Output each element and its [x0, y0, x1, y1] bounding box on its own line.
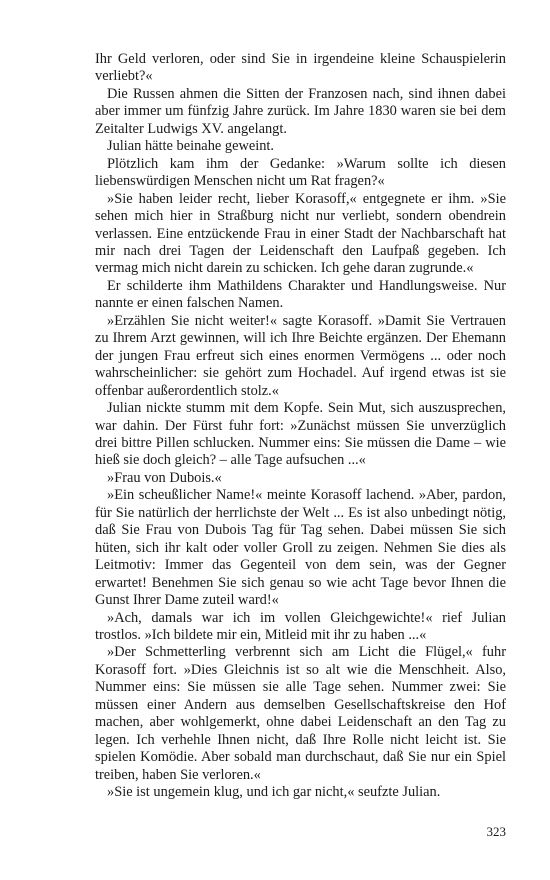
- paragraph: Ihr Geld verloren, oder sind Sie in irgendeine kleine Schauspielerin verliebt?«: [95, 51, 506, 85]
- paragraph: »Frau von Dubois.«: [107, 469, 222, 486]
- paragraph: Plötzlich kam ihm der Gedanke: »Warum sollte ich diesen liebenswürdigen Menschen nicht um Rat fragen?«: [95, 155, 506, 190]
- paragraph: »Sie haben leider recht, lieber Korasoff,« entgegnete er ihm. »Sie sehen mich hier in Straßburg nicht nur verliebt, sondern obendrein verlassen. Eine entzückende Frau in einer Stadt der Nachbarschaft hat mir nach drei Tagen der Leidenschaft den Laufpaß gegeben. Ich vermag mich nicht darein zu schicken. Ich gehe daran zugrunde.«: [95, 190, 506, 277]
- paragraph: Die Russen ahmen die Sitten der Franzosen nach, sind ihnen dabei aber immer um fünfzig Jahre zurück. Im Jahre 1830 waren sie bei dem Zeitalter Ludwigs XV. angelangt.: [95, 85, 506, 137]
- paragraph: »Der Schmetterling verbrennt sich am Licht die Flügel,« fuhr Korasoff fort. »Dies Gleichnis ist so alt wie die Menschheit. Also, Nummer eins: Sie müssen sie alle Tage sehen. Nummer zwei: Sie müssen einer Andern aus demselben Gesellschaftskreise den Hof machen, aber wohlgemerkt, ohne dabei Leidenschaft an den Tag zu legen. Ich verhehle Ihnen nicht, daß Ihre Rolle nicht leicht ist. Sie spielen Komödie. Aber sobald man durchschaut, daß Sie nur ein Spiel treiben, haben Sie verloren.«: [95, 644, 506, 783]
- paragraph: »Ein scheußlicher Name!« meinte Korasoff lachend. »Aber, pardon, für Sie natürlich der herrlichste der Welt ... Es ist also unbedingt nötig, daß Sie Frau von Dubois Tag für Tag sehen. Dabei müssen Sie sich hüten, sich ihr kalt oder voller Groll zu zeigen. Nehmen Sie dies als Leitmotiv: Immer das Gegenteil von dem sein, was der Gegner erwartet! Benehmen Sie sich genau so wie acht Tage bevor Ihnen die Gunst Ihrer Dame zuteil ward!«: [95, 487, 506, 609]
- paragraph: »Ach, damals war ich im vollen Gleichgewichte!« rief Julian trostlos. »Ich bildete mir ein, Mitleid mit ihr zu haben ...«: [95, 609, 506, 643]
- paragraph: Julian nickte stumm mit dem Kopfe. Sein Mut, sich auszusprechen, war dahin. Der Fürst fuhr fort: »Zunächst müssen Sie unverzüglich drei bittre Pillen schlucken. Nummer eins: Sie müssen die Dame – wie hieß sie doch gleich? – alle Tage aufsuchen ...«: [95, 400, 506, 469]
- paragraph: »Sie ist ungemein klug, und ich gar nicht,« seufzte Julian.: [107, 784, 441, 801]
- paragraph: Julian hätte beinahe geweint.: [107, 138, 275, 155]
- paragraph: »Erzählen Sie nicht weiter!« sagte Korasoff. »Damit Sie Vertrauen zu Ihrem Arzt gewinnen, will ich Ihre Beichte ergänzen. Der Ehemann der jungen Frau erfreut sich eines enormen Vermögens ... oder noch wahrscheinlicher: sie gehört zum Hochadel. Auf irgend etwas ist sie offenbar außerordentlich stolz.«: [95, 312, 506, 399]
- body-text: [95, 51, 506, 801]
- paragraph: Er schilderte ihm Mathildens Charakter und Handlungsweise. Nur nannte er einen falschen Namen.: [95, 277, 506, 312]
- page-number: 323: [486, 824, 506, 839]
